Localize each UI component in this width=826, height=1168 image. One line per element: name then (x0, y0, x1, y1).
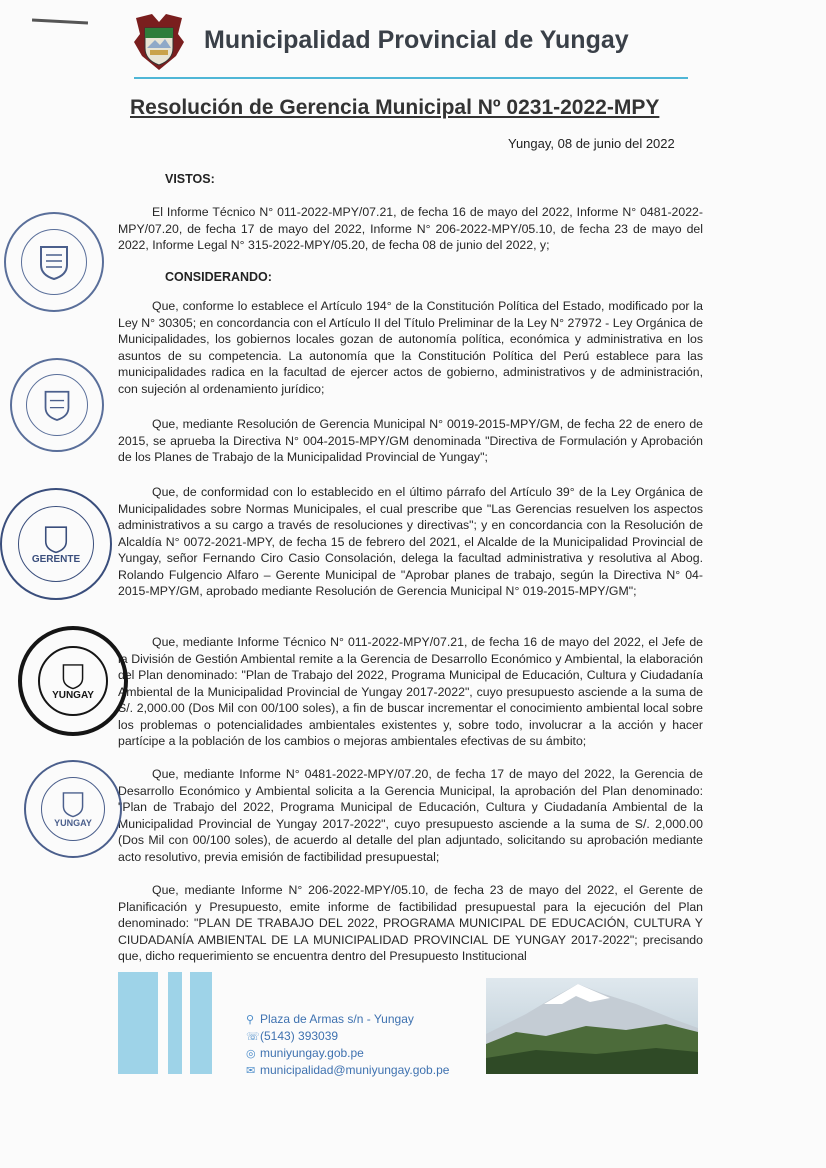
municipal-crest-logo (130, 12, 188, 74)
footer-stripe (118, 972, 158, 1074)
org-name-title: Municipalidad Provincial de Yungay (204, 26, 629, 54)
crest-icon (42, 388, 72, 422)
header-divider (134, 77, 688, 79)
stamp-label: YUNGAY (54, 818, 92, 828)
paragraph (118, 298, 703, 397)
municipal-stamp (10, 358, 104, 452)
paragraph (118, 882, 703, 965)
planificacion-stamp (24, 760, 122, 858)
paragraph-text: Que, mediante Informe Técnico N° 011-2022-MPY/07.21, de fecha 16 de mayo del 2022, el Jefe de la División de Gestión Ambiental remite a la Gerencia de Desarrollo Económico y Ambiental, la elaboración del Plan denominado: "Plan de Trabajo del 2022, Programa Municipal de Educación, Cultura y Ciudadanía Ambiental de la Municipalidad Provincial de Yungay 2017-2022", cuyo presupuesto asciende a la suma de S/. 2,000.00 (Dos Mil con 00/100 soles), a fin de buscar incrementar el conocimiento ambiental local sobre los problemas o potencialidades ambientales existentes y, sobre todo, involucrar a la acción y hacer partícipe a la población de los cambios o mejoras ambientales efectivas de su ámbito; (118, 635, 703, 748)
gerente-stamp (0, 488, 112, 600)
resolution-date: Yungay, 08 de junio del 2022 (508, 136, 675, 151)
crest-icon (59, 662, 87, 690)
paragraph-text: Que, mediante Resolución de Gerencia Municipal N° 0019-2015-MPY/GM, de fecha 22 de enero de 2015, se aprueba la Directiva N° 004-2015-MPY/GM denominada "Directiva de Formulación y Aprobación de los Planes de Trabajo de la Municipalidad Provincial de Yungay"; (118, 417, 703, 464)
crest-icon (60, 790, 86, 818)
phone-icon: ☏ (246, 1031, 260, 1043)
crest-icon (41, 524, 71, 554)
mail-icon: ✉ (246, 1065, 256, 1077)
scan-mark (32, 19, 88, 25)
vistos-text: El Informe Técnico N° 011-2022-MPY/07.21, de fecha 16 de mayo del 2022, Informe N° 0481-2022-MPY/07.20, de fecha 17 de mayo del 2022, Informe N° 206-2022-MPY/05.10, de fecha 23 de mayo del 2022, Informe Legal N° 315-2022-MPY/05.20, de fecha 08 de junio del 2022, y; (118, 205, 703, 252)
footer-address: ⚲ Plaza de Armas s/n - Yungay (246, 1012, 414, 1026)
paragraph-text: Que, conforme lo establece el Artículo 194° de la Constitución Política del Estado, modificado por la Ley N° 30305; en concordancia con el Artículo II del Título Preliminar de la Ley N° 27972 - Ley Orgánica de Municipalidades, los gobiernos locales gozan de autonomía política, económica y administrativa en los asuntos de su competencia. La autonomía que la Constitución Política del Perú establece para las municipalidades radica en la facultad de ejercer actos de gobierno, administrativos y de administración, con sujeción al ordenamiento jurídico; (118, 299, 703, 396)
resolution-title: Resolución de Gerencia Municipal Nº 0231-2022-MPY (130, 96, 660, 119)
globe-icon: ◎ (246, 1048, 256, 1060)
paragraph-text: Que, mediante Informe N° 0481-2022-MPY/07.20, de fecha 17 de mayo del 2022, la Gerencia de Desarrollo Económico y Ambiental solicita a la Gerencia Municipal, la aprobación del Plan denominado: "Plan de Trabajo del 2022, Programa Municipal de Educación, Cultura y Ciudadanía Ambiental de la Municipalidad Provincial de Yungay 2017-2022", cuyo presupuesto asciende a la suma de S/. 2,000.00 (Dos Mil con 00/100 soles), de acuerdo al detalle del plan adjuntado, solicitando su aprobación mediante acto resolutivo, previa emisión de factibilidad presupuestal; (118, 767, 703, 864)
considerando-heading: CONSIDERANDO: (165, 270, 272, 284)
footer-stripe (168, 972, 182, 1074)
provincial-stamp (18, 626, 128, 736)
municipal-stamp (4, 212, 104, 312)
paragraph (118, 484, 703, 600)
crest-icon (37, 243, 71, 281)
vistos-heading: VISTOS: (165, 172, 215, 186)
paragraph-text: Que, mediante Informe N° 206-2022-MPY/05.10, de fecha 23 de mayo del 2022, el Gerente de Planificación y Presupuesto, emite informe de factibilidad presupuestal para la ejecución del Plan denominado: "PLAN DE TRABAJO DEL 2022, PROGRAMA MUNICIPAL DE EDUCACIÓN, CULTURA Y CIUDADANÍA AMBIENTAL DE LA MUNICIPALIDAD PROVINCIAL DE YUNGAY 2017-2022"; precisando que, dicho requerimiento se encuentra dentro del Presupuesto Institucional (118, 883, 703, 963)
mountain-landscape-image (486, 978, 698, 1074)
footer-phone: ☏(5143) 393039 (246, 1029, 339, 1043)
paragraph (118, 634, 703, 750)
footer-website: ◎ muniyungay.gob.pe (246, 1046, 364, 1060)
paragraph (118, 416, 703, 466)
footer-email: ✉ municipalidad@muniyungay.gob.pe (246, 1063, 450, 1077)
paragraph-text: Que, de conformidad con lo establecido en el último párrafo del Artículo 39° de la Ley Orgánica de Municipalidades sobre Normas Municipales, el cual prescribe que "Las Gerencias resuelven los aspectos administrativos a su cargo a través de resoluciones y directivas"; y en concordancia con la Resolución de Alcaldía N° 0072-2021-MPY, de fecha 15 de febrero del 2021, el Alcalde de la Municipalidad Provincial de Yungay, señor Fernando Ciro Casio Consolación, delega la facultad administrativa y resolutiva al Abog. Rolando Fulgencio Alfaro – Gerente Municipal de "Aprobar planes de trabajo, según la Directiva N° 04-2015-MPY/GM, aprobado mediante Resolución de Gerencia Municipal N° 019-2015-MPY/GM"; (118, 485, 703, 598)
footer-stripe (190, 972, 212, 1074)
location-pin-icon: ⚲ (246, 1014, 255, 1026)
stamp-label: YUNGAY (52, 689, 94, 701)
paragraph (118, 766, 703, 865)
vistos-paragraph (118, 204, 703, 254)
stamp-label: GERENTE (31, 553, 81, 565)
